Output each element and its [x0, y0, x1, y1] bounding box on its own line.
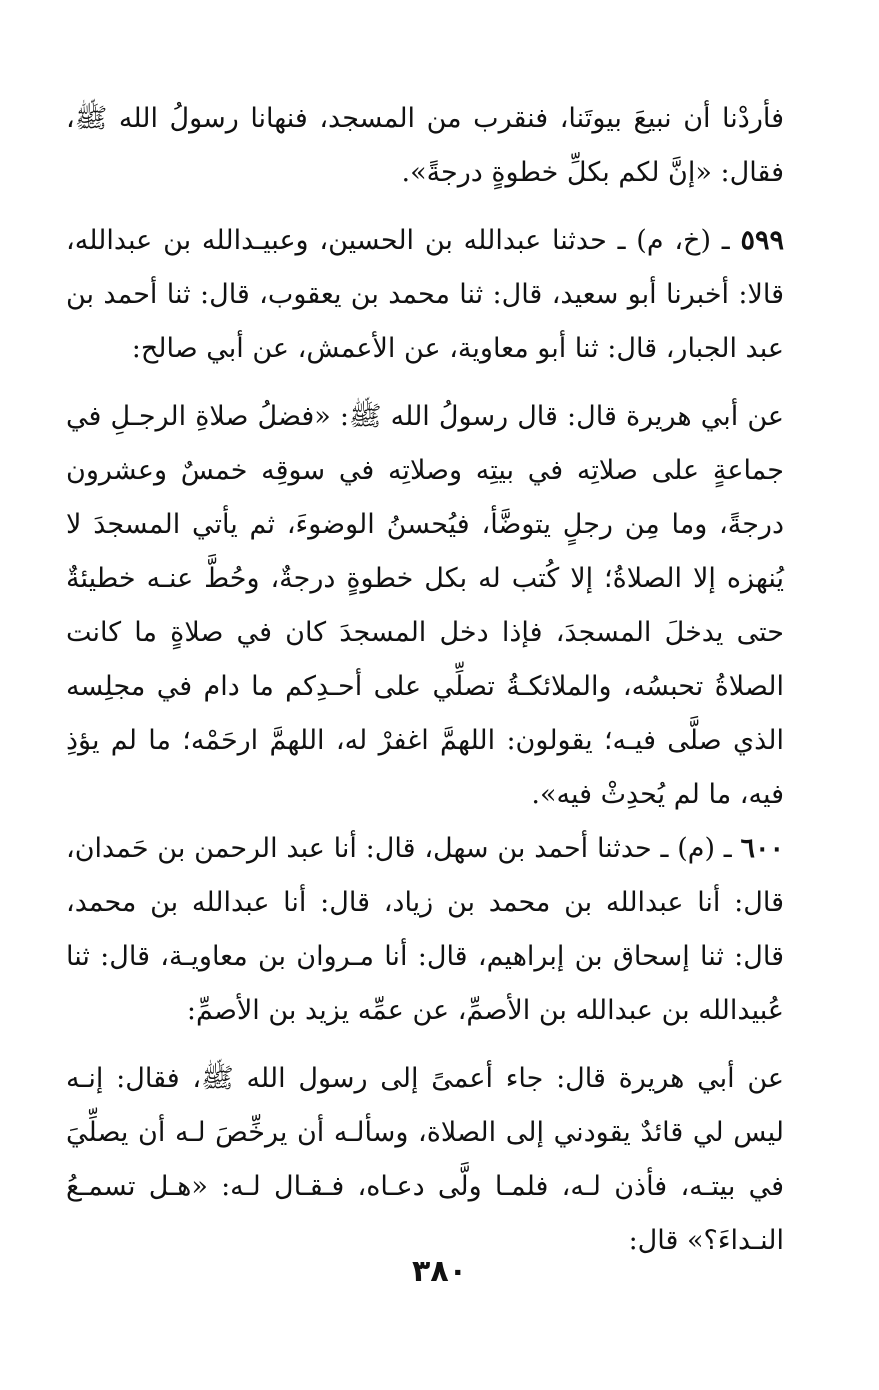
- paragraph-1: [66, 92, 784, 200]
- paragraph-text: فأردْنا أن نبيعَ بيوتَنا، فنقرب من المسجد، فنهانا رسولُ الله ﷺ، فقال: «إنَّ لكم بكلِّ خطوةٍ درجةً».: [66, 103, 784, 188]
- paragraph-text: ـ (خ، م) ـ حدثنا عبدالله بن الحسين، وعبيـدالله بن عبدالله، قالا: أخبرنا أبو سعيد، قال: ثنا محمد بن يعقوب، قال: ثنا أحمد بن عبد الجبار، قال: ثنا أبو معاوية، عن الأعمش، عن أبي صالح:: [66, 225, 784, 364]
- paragraph-text: عن أبي هريرة قال: قال رسولُ الله ﷺ: «فضلُ صلاةِ الرجـلِ في جماعةٍ على صلاتِه في بيتِه وصلاتِه في سوقِه خمسٌ وعشرون درجةً، وما مِن رجلٍ يتوضَّأ، فيُحسنُ الوضوءَ، ثم يأتي المسجدَ لا يُنهزه إلا الصلاةُ؛ إلا كُتب له بكل خطوةٍ درجةٌ، وحُطَّ عنـه خطيئةٌ حتى يدخلَ المسجدَ، فإذا دخل المسجدَ كان في صلاةٍ ما كانت الصلاةُ تحبسُه، والملائكـةُ تصلِّي على أحـدِكم ما دام في مجلِسه الذي صلَّى فيـه؛ يقولون: اللهمَّ اغفرْ له، اللهمَّ ارحَمْه؛ ما لم يؤذِ فيه، ما لم يُحدِثْ فيه».: [66, 401, 784, 810]
- paragraph-3: [66, 390, 784, 822]
- paragraph-4: [66, 822, 784, 1038]
- page-number: ٣٨٠: [412, 1254, 467, 1289]
- hadith-number: ٦٠٠: [740, 833, 784, 864]
- page-body: [66, 92, 784, 1268]
- hadith-number: ٥٩٩: [740, 225, 784, 256]
- paragraph-5: [66, 1052, 784, 1268]
- paragraph-text: عن أبي هريرة قال: جاء أعمىً إلى رسول الله ﷺ، فقال: إنـه ليس لي قائدٌ يقودني إلى الصلاة، وسألـه أن يرخِّصَ لـه أن يصلِّيَ في بيتـه، فأذن لـه، فلمـا ولَّى دعـاه، فـقـال لـه: «هـل تسمـعُ النـداءَ؟» قال:: [66, 1063, 784, 1256]
- paragraph-text: ـ (م) ـ حدثنا أحمد بن سهل، قال: أنا عبد الرحمن بن حَمدان، قال: أنا عبدالله بن محمد بن زياد، قال: أنا عبدالله بن محمد، قال: ثنا إسحاق بن إبراهيم، قال: أنا مـروان بن معاويـة، قال: ثنا عُبيدالله بن عبدالله بن الأصمِّ، عن عمِّه يزيد بن الأصمِّ:: [66, 833, 784, 1026]
- paragraph-2: [66, 214, 784, 376]
